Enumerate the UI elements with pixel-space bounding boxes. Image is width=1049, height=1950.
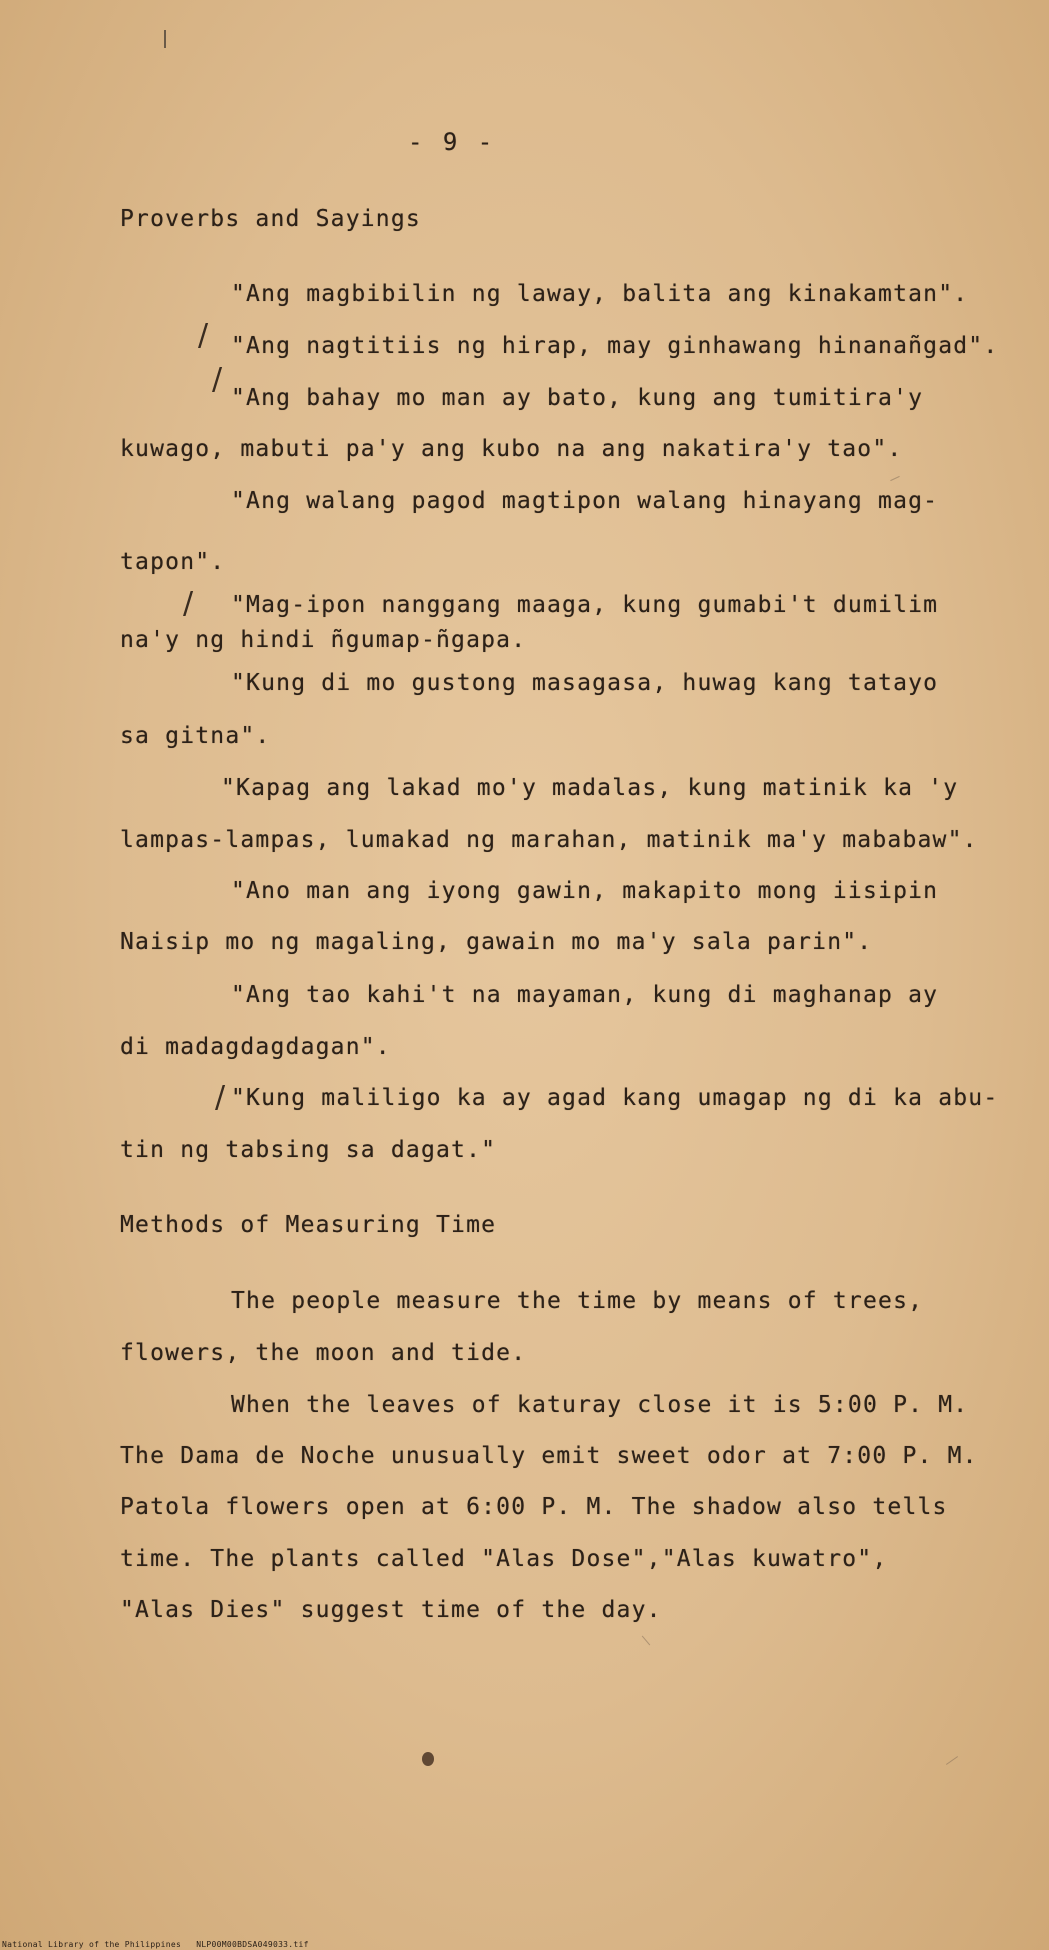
proverb-line: kuwago, mabuti pa'y ang kubo na ang nakatira'y tao". [120, 436, 903, 462]
proverb-line: "Ang nagtitiis ng hirap, may ginhawang hinanañgad". [231, 333, 999, 359]
proverb-line: di madagdagdagan". [120, 1034, 391, 1060]
proverb-line: "Ang magbibilin ng laway, balita ang kinakamtan". [231, 281, 969, 307]
proverb-line: "Mag-ipon nanggang maaga, kung gumabi't dumilim [231, 592, 939, 618]
pencil-check-mark: / [215, 1080, 226, 1115]
edge-mark [164, 30, 166, 48]
proverb-line: "Kung di mo gustong masagasa, huwag kang tatayo [231, 670, 939, 696]
proverb-line: "Ang walang pagod magtipon walang hinayang mag- [231, 488, 939, 514]
library-label: National Library of the Philippines [2, 1940, 182, 1949]
pencil-stroke [946, 1756, 958, 1765]
proverb-line: "Ang tao kahi't na mayaman, kung di maghanap ay [231, 982, 939, 1008]
proverb-line: Naisip mo ng magaling, gawain mo ma'y sala parin". [120, 929, 873, 955]
file-id-label: NLP00M00BDSA049033.tif [196, 1940, 309, 1949]
pencil-check-mark: / [198, 318, 209, 353]
proverb-line: "Kung maliligo ka ay agad kang umagap ng di ka abu- [231, 1085, 999, 1111]
proverb-line: na'y ng hindi ñgumap-ñgapa. [120, 627, 527, 653]
time-line: Patola flowers open at 6:00 P. M. The shadow also tells [120, 1494, 948, 1520]
proverb-line: "Ano man ang iyong gawin, makapito mong iisipin [231, 878, 939, 904]
proverb-line: "Ang bahay mo man ay bato, kung ang tumitira'y [231, 385, 924, 411]
proverb-line: tin ng tabsing sa dagat." [120, 1137, 497, 1163]
pencil-check-mark: / [183, 586, 194, 621]
scan-footer [2, 1940, 319, 1949]
pencil-stroke [642, 1636, 650, 1646]
proverb-line: tapon". [120, 549, 226, 575]
time-line: "Alas Dies" suggest time of the day. [120, 1597, 662, 1623]
page-number: - 9 - [408, 128, 496, 156]
time-line: time. The plants called "Alas Dose","Alas kuwatro", [120, 1546, 888, 1572]
proverb-line: "Kapag ang lakad mo'y madalas, kung matinik ka 'y [221, 775, 959, 801]
pencil-stroke [890, 476, 899, 481]
time-line: The Dama de Noche unusually emit sweet odor at 7:00 P. M. [120, 1443, 978, 1469]
proverb-line: sa gitna". [120, 723, 271, 749]
section-heading-proverbs: Proverbs and Sayings [120, 206, 421, 232]
time-line: flowers, the moon and tide. [120, 1340, 527, 1366]
section-heading-time: Methods of Measuring Time [120, 1212, 497, 1238]
time-line: The people measure the time by means of trees, [231, 1288, 924, 1314]
pencil-check-mark: / [212, 362, 223, 397]
ink-smudge [422, 1752, 434, 1766]
time-line: When the leaves of katuray close it is 5:00 P. M. [231, 1392, 969, 1418]
proverb-line: lampas-lampas, lumakad ng marahan, matinik ma'y mababaw". [120, 827, 978, 853]
